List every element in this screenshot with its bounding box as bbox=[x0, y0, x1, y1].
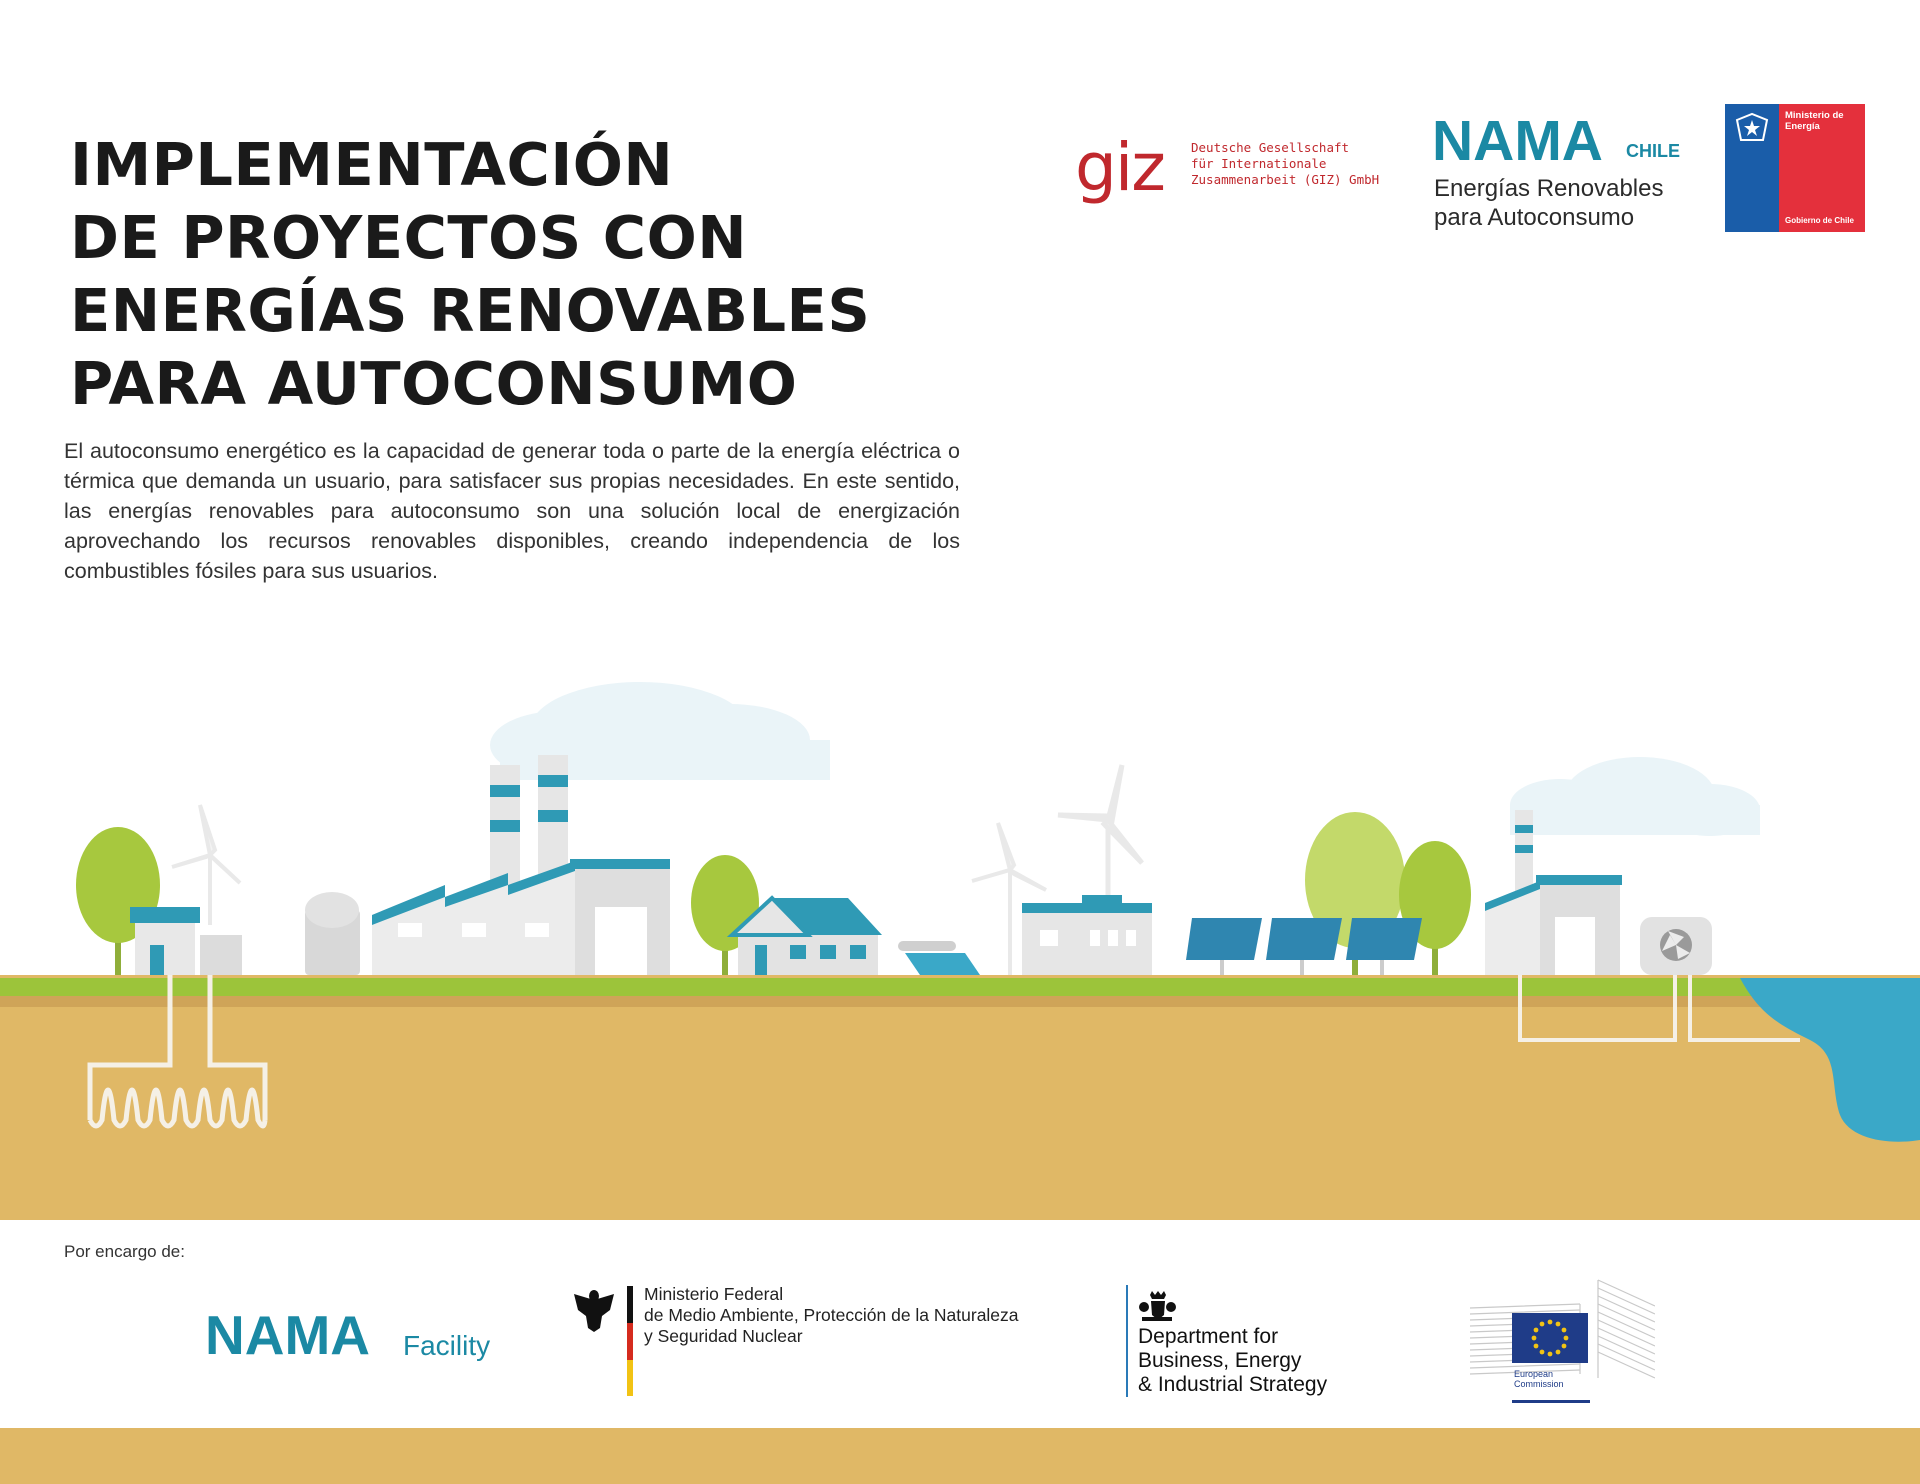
royal-crest-icon bbox=[1138, 1289, 1176, 1323]
cloud-right bbox=[1510, 757, 1760, 836]
beis-logo bbox=[1126, 1285, 1386, 1405]
german-flag-bar bbox=[627, 1286, 633, 1396]
solar-panel-1 bbox=[1186, 918, 1262, 975]
eu-flag-icon bbox=[1512, 1313, 1588, 1363]
european-commission-logo bbox=[1470, 1278, 1655, 1406]
giz-mark: giz bbox=[1075, 129, 1164, 206]
shop bbox=[130, 907, 242, 975]
nama-chile-subtitle bbox=[1434, 174, 1663, 232]
hydro-turbine bbox=[1640, 917, 1712, 975]
giz-name-line: Zusammenarbeit (GIZ) GmbH bbox=[1191, 172, 1380, 187]
title-line: IMPLEMENTACIÓN bbox=[70, 130, 674, 199]
ec-underline bbox=[1512, 1400, 1590, 1403]
nama-chile-subtitle-line: para Autoconsumo bbox=[1434, 204, 1635, 231]
ministerio-energia-logo bbox=[1725, 104, 1865, 232]
storage-tank bbox=[305, 892, 360, 975]
soil bbox=[0, 975, 1920, 1220]
giz-name-line: Deutsche Gesellschaft bbox=[1191, 140, 1350, 155]
solar-water-heater bbox=[898, 941, 980, 975]
ministerio-name-line: Ministerio de bbox=[1785, 110, 1844, 121]
nama-chile-logo bbox=[1432, 108, 1702, 231]
bmu-name-line: y Seguridad Nuclear bbox=[644, 1326, 803, 1346]
title-line: DE PROYECTOS CON bbox=[70, 203, 748, 272]
wind-turbine-mid-2 bbox=[1058, 765, 1142, 907]
giz-logo bbox=[1075, 130, 1405, 220]
nama-chile-word: NAMA bbox=[1432, 109, 1603, 173]
title-line: ENERGÍAS RENOVABLES bbox=[70, 276, 871, 345]
encargo-label: Por encargo de: bbox=[64, 1242, 185, 1261]
giz-name bbox=[1191, 140, 1379, 188]
ministerio-name bbox=[1785, 110, 1844, 132]
bmu-name bbox=[644, 1284, 1019, 1347]
nama-facility-word: NAMA bbox=[205, 1304, 370, 1366]
solar-panel-2 bbox=[1266, 918, 1342, 975]
control-building bbox=[1022, 895, 1152, 975]
nama-facility-logo bbox=[205, 1302, 525, 1372]
ministerio-name-line: Energía bbox=[1785, 121, 1820, 132]
bottom-band bbox=[0, 1428, 1920, 1484]
bmu-logo bbox=[572, 1282, 1032, 1402]
bmu-name-line: de Medio Ambiente, Protección de la Naturaleza bbox=[644, 1305, 1019, 1325]
gobierno-label: Gobierno de Chile bbox=[1785, 216, 1854, 225]
chile-seal-icon bbox=[1733, 110, 1771, 146]
renewable-energy-illustration bbox=[0, 645, 1920, 1220]
bmu-name-line: Ministerio Federal bbox=[644, 1284, 784, 1304]
factory bbox=[372, 755, 670, 975]
soil-band bbox=[0, 995, 1920, 1007]
grass bbox=[0, 978, 1920, 996]
federal-eagle-icon bbox=[572, 1286, 616, 1334]
beis-name-line: Business, Energy bbox=[1138, 1349, 1302, 1372]
nama-facility-sub: Facility bbox=[403, 1330, 491, 1361]
beis-name-line: & Industrial Strategy bbox=[1138, 1373, 1328, 1396]
beis-rule bbox=[1126, 1285, 1128, 1397]
ec-name-line: Commission bbox=[1514, 1379, 1564, 1389]
beis-name-line: Department for bbox=[1138, 1325, 1279, 1348]
title-line: PARA AUTOCONSUMO bbox=[70, 349, 798, 418]
nama-chile-subtitle-line: Energías Renovables bbox=[1434, 175, 1664, 202]
beis-name bbox=[1138, 1325, 1327, 1397]
nama-chile-country: CHILE bbox=[1626, 141, 1680, 161]
giz-name-line: für Internationale bbox=[1191, 156, 1327, 171]
intro-paragraph: El autoconsumo energético es la capacidad de generar toda o parte de la energía eléctrica o térmica que demanda un usuario, para satisfacer sus propias necesidades. En este sentido, las energías renovables para autoconsumo son una solución local de energización aprovechando los recursos renovables disponibles, creando independencia de los combustibles fósiles para sus usuarios. bbox=[64, 439, 960, 583]
ec-name-line: European bbox=[1514, 1369, 1554, 1379]
ec-name bbox=[1514, 1369, 1564, 1389]
page-title bbox=[70, 128, 970, 420]
